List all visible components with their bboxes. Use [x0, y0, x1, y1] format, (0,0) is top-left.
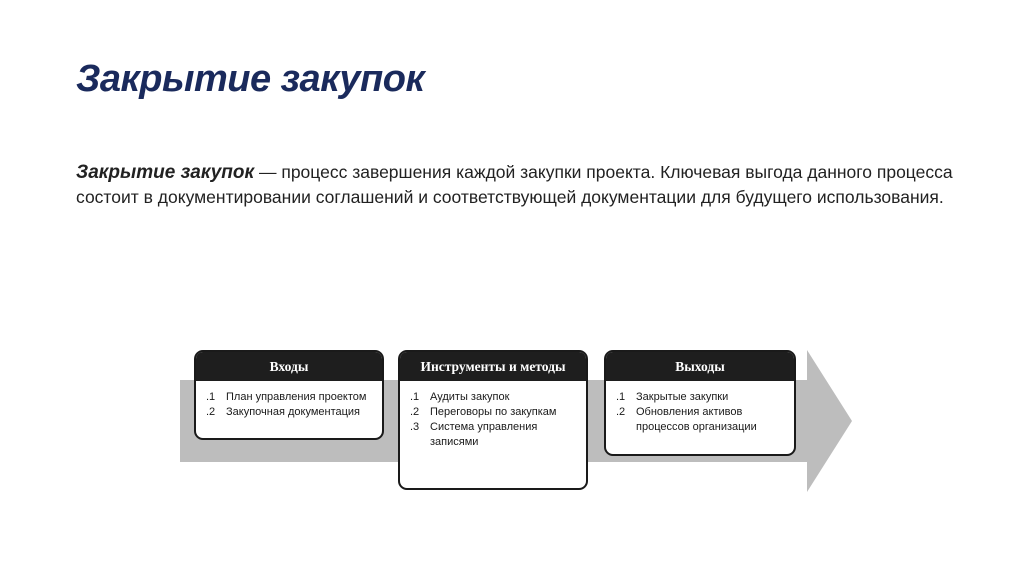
item-text: Обновления активов процессов организации — [636, 406, 757, 433]
list-item — [410, 390, 580, 405]
tools-box — [398, 350, 588, 490]
tools-list — [400, 381, 586, 450]
list-item — [410, 405, 580, 420]
item-number: .1 — [206, 391, 216, 403]
item-number: .2 — [206, 406, 216, 418]
definition-text: — процесс завершения каждой закупки проекта. Ключевая выгода данного процесса состоит в документировании соглашений и соответствующей документации для будущего использования. — [76, 162, 953, 207]
item-text: Закрытые закупки — [636, 391, 729, 403]
item-number: .2 — [616, 406, 626, 418]
outputs-list — [606, 381, 794, 435]
list-item — [410, 420, 580, 450]
process-diagram — [180, 350, 852, 492]
list-item — [206, 405, 376, 420]
item-text: Аудиты закупок — [430, 391, 510, 403]
definition-paragraph — [76, 160, 966, 209]
definition-term: Закрытие закупок — [76, 162, 255, 183]
inputs-box — [194, 350, 384, 440]
slide-title: Закрытие закупок — [76, 58, 425, 100]
outputs-box — [604, 350, 796, 456]
inputs-list — [196, 381, 382, 420]
item-text: Переговоры по закупкам — [430, 406, 557, 418]
item-text: Закупочная документация — [226, 406, 361, 418]
item-number: .2 — [410, 406, 420, 418]
outputs-header: Выходы — [606, 352, 794, 381]
list-item — [616, 405, 788, 435]
item-number: .1 — [616, 391, 626, 403]
item-number: .3 — [410, 421, 420, 433]
list-item — [616, 390, 788, 405]
item-number: .1 — [410, 391, 420, 403]
list-item — [206, 390, 376, 405]
item-text: План управления проектом — [226, 391, 367, 403]
item-text: Система управления записями — [430, 421, 538, 448]
tools-header: Инструменты и методы — [400, 352, 586, 381]
inputs-header: Входы — [196, 352, 382, 381]
